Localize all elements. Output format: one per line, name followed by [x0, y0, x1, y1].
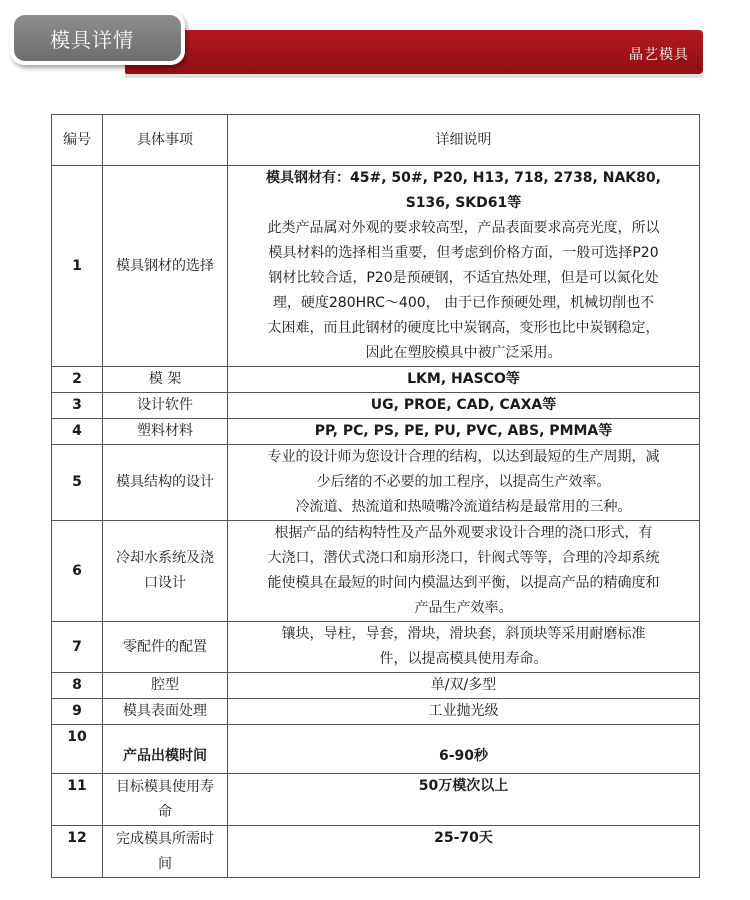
detail-line: 专业的设计师为您设计合理的结构，以达到最短的生产周期，减 [267, 449, 660, 465]
row-detail: 50万模次以上 [228, 774, 700, 826]
row-detail: 25-70天 [228, 826, 700, 878]
row-item: 设计软件 [103, 393, 228, 419]
row-item [103, 521, 228, 622]
title-tab [10, 11, 185, 65]
row-number: 11 [52, 774, 103, 826]
row-item: 模 架 [103, 367, 228, 393]
detail-line: 钢材比较合适，P20是预硬钢，不适宜热处理，但是可以氮化处 [268, 270, 659, 286]
row-number: 4 [52, 419, 103, 445]
table-row [52, 673, 700, 699]
row-number: 5 [52, 445, 103, 521]
item-line: 间 [158, 855, 172, 872]
table-row [52, 725, 700, 774]
detail-line: 模具材料的选择相当重要，但考虑到价格方面，一般可选择P20 [268, 245, 659, 261]
detail-line: 产品生产效率。 [414, 600, 513, 616]
row-detail: LKM, HASCO等 [228, 367, 700, 393]
brand-name: 晶艺模具 [629, 47, 689, 63]
table-row [52, 393, 700, 419]
row-number: 3 [52, 393, 103, 419]
row-detail [228, 521, 700, 622]
item-line: 冷却水系统及浇 [116, 550, 214, 566]
table-row [52, 166, 700, 367]
row-item: 模具结构的设计 [103, 445, 228, 521]
column-header-number: 编号 [52, 115, 103, 166]
table-row [52, 622, 700, 673]
detail-line: 因此在塑胶模具中被广泛采用。 [365, 345, 562, 361]
item-line: 完成模具所需时 [116, 830, 214, 847]
detail-line: 少后绪的不必要的加工程序，以提高生产效率。 [316, 474, 611, 490]
table-header-row [52, 115, 700, 166]
row-detail: 6-90秒 [228, 725, 700, 774]
row-number: 10 [52, 725, 103, 774]
table-row [52, 826, 700, 878]
item-line: 命 [158, 803, 172, 820]
detail-line: 件，以提高模具使用寿命。 [379, 651, 548, 667]
row-item: 塑料材料 [103, 419, 228, 445]
header-banner [125, 30, 703, 74]
detail-line: 大浇口，潜伏式浇口和扇形浇口，针阀式等等，合理的冷却系统 [267, 550, 660, 566]
row-number: 2 [52, 367, 103, 393]
row-number: 1 [52, 166, 103, 367]
row-detail: 单/双/多型 [228, 673, 700, 699]
row-number: 7 [52, 622, 103, 673]
row-item [103, 826, 228, 878]
item-line: 口设计 [144, 575, 186, 591]
detail-line: 镶块，导柱，导套，滑块，滑块套，斜顶块等采用耐磨标准 [281, 626, 646, 642]
detail-line: 根据产品的结构特性及产品外观要求设计合理的浇口形式，有 [274, 525, 653, 541]
row-item: 产品出模时间 [103, 725, 228, 774]
detail-line: 此类产品属对外观的要求较高型，产品表面要求高亮光度，所以 [267, 220, 660, 236]
item-line: 目标模具使用寿 [116, 778, 214, 795]
table-row [52, 445, 700, 521]
column-header-detail: 详细说明 [228, 115, 700, 166]
row-number: 6 [52, 521, 103, 622]
row-item [103, 774, 228, 826]
row-number: 12 [52, 826, 103, 878]
table-row [52, 774, 700, 826]
detail-line: 理，硬度280HRC～400， 由于已作预硬处理，机械切削也不 [272, 295, 655, 311]
table-row [52, 367, 700, 393]
row-detail: 工业抛光级 [228, 699, 700, 725]
detail-line: 能使模具在最短的时间内模温达到平衡，以提高产品的精确度和 [267, 575, 660, 591]
detail-line: 冷流道、热流道和热喷嘴冷流道结构是最常用的三种。 [295, 499, 632, 515]
row-detail: UG, PROE, CAD, CAXA等 [228, 393, 700, 419]
row-number: 8 [52, 673, 103, 699]
mold-spec-table [51, 114, 700, 878]
row-item: 腔型 [103, 673, 228, 699]
row-detail [228, 166, 700, 367]
row-number: 9 [52, 699, 103, 725]
table-row [52, 521, 700, 622]
table-row [52, 419, 700, 445]
column-header-item: 具体事项 [103, 115, 228, 166]
table-row [52, 699, 700, 725]
page-title: 模具详情 [14, 15, 181, 61]
row-item: 模具钢材的选择 [103, 166, 228, 367]
row-item: 模具表面处理 [103, 699, 228, 725]
row-detail: PP, PC, PS, PE, PU, PVC, ABS, PMMA等 [228, 419, 700, 445]
row-detail [228, 622, 700, 673]
detail-line: 模具钢材有：45#, 50#, P20, H13, 718, 2738, NAK80, [266, 170, 661, 186]
detail-line: 太困难，而且此钢材的硬度比中炭钢高，变形也比中炭钢稳定， [267, 320, 660, 336]
row-item: 零配件的配置 [103, 622, 228, 673]
detail-line: S136, SKD61等 [405, 195, 522, 211]
row-detail [228, 445, 700, 521]
